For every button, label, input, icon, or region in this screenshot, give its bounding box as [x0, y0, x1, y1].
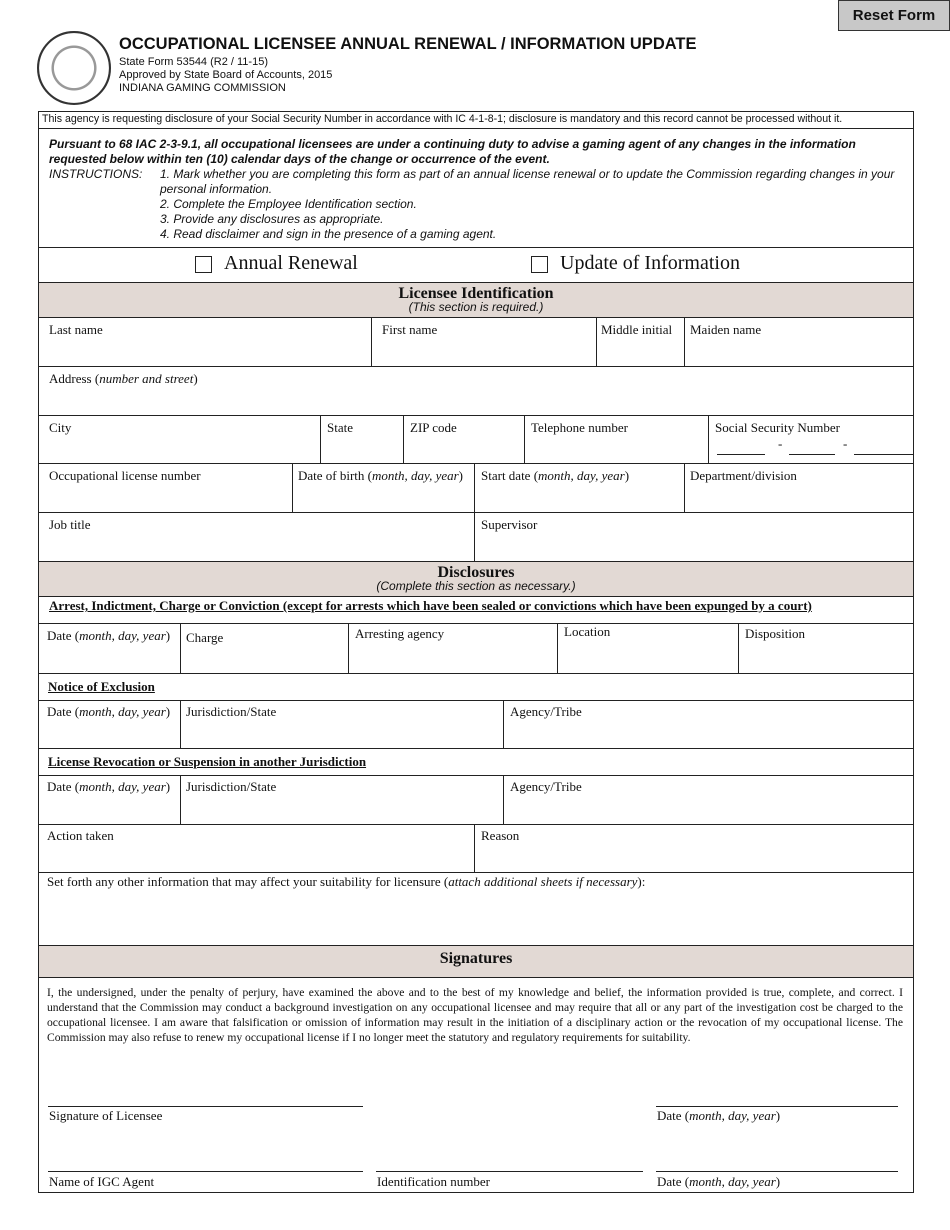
- telephone-field[interactable]: Telephone number: [524, 415, 709, 464]
- approval-line: Approved by State Board of Accounts, 2015: [119, 69, 333, 81]
- licensee-signature-line[interactable]: [48, 1106, 363, 1107]
- ssn-field[interactable]: Social Security Number - -: [708, 415, 914, 464]
- instruction-item: 2. Complete the Employee Identification section.: [160, 197, 417, 211]
- update-information-label: Update of Information: [560, 252, 740, 274]
- instructions-label: INSTRUCTIONS:: [49, 167, 143, 181]
- occupational-license-number-field[interactable]: Occupational license number: [38, 463, 293, 513]
- arrest-heading: Arrest, Indictment, Charge or Conviction (except for arrests which have been sealed or convictions which have been expunged by a court): [38, 596, 914, 624]
- first-name-field[interactable]: First name: [371, 317, 597, 367]
- licensee-identification-header: Licensee Identification (This section is required.): [38, 282, 914, 318]
- instruction-item: 4. Read disclaimer and sign in the presence of a gaming agent.: [160, 227, 497, 241]
- revocation-jurisdiction-field[interactable]: Jurisdiction/State: [180, 775, 504, 825]
- revocation-agency-field[interactable]: Agency/Tribe: [503, 775, 914, 825]
- exclusion-jurisdiction-field[interactable]: Jurisdiction/State: [180, 700, 504, 749]
- licensee-date-line[interactable]: [656, 1106, 898, 1107]
- arresting-agency-field[interactable]: Arresting agency: [348, 623, 558, 674]
- location-field[interactable]: Location: [557, 623, 739, 674]
- update-information-checkbox[interactable]: [531, 252, 740, 275]
- middle-initial-field[interactable]: Middle initial: [596, 317, 685, 367]
- perjury-statement: I, the undersigned, under the penalty of perjury, have examined the above and to the best of my knowledge and belief, the information provided is true, complete, and correct. I understand that the Commission may conduct a background investigation on any occupational licensee and may require that all or any part of the investigation cost be charged to the occupational licensee. I am aware that falsification or omission of information may result in the initiation of a disciplinary action or the revocation of my occupational license. The Commission may also refuse to renew my occupational license if I no longer meet the statutory and regulatory requirements for suitability.: [47, 986, 903, 1044]
- city-field[interactable]: City: [38, 415, 321, 464]
- start-date-field[interactable]: Start date (month, day, year): [474, 463, 685, 513]
- revocation-date-field[interactable]: Date (month, day, year): [38, 775, 181, 825]
- charge-field[interactable]: Charge: [180, 623, 349, 674]
- action-taken-field[interactable]: Action taken: [38, 824, 475, 873]
- instructions-block: [38, 128, 914, 248]
- state-seal-logo: [37, 31, 111, 105]
- checkbox-icon[interactable]: [195, 256, 212, 273]
- revocation-heading: License Revocation or Suspension in another Jurisdiction: [38, 748, 914, 776]
- instruction-item: 3. Provide any disclosures as appropriate.: [160, 212, 384, 226]
- ssn-notice: This agency is requesting disclosure of your Social Security Number in accordance with IC 4-1-8-1; disclosure is mandatory and this record cannot be processed without it.: [38, 111, 914, 129]
- date-of-birth-field[interactable]: Date of birth (month, day, year): [292, 463, 475, 513]
- supervisor-field[interactable]: Supervisor: [474, 512, 914, 562]
- zip-code-field[interactable]: ZIP code: [403, 415, 525, 464]
- licensee-date-label: Date (month, day, year): [657, 1108, 781, 1123]
- annual-renewal-label: Annual Renewal: [224, 252, 358, 274]
- licensee-signature-label: Signature of Licensee: [49, 1108, 163, 1123]
- agency-name: INDIANA GAMING COMMISSION: [119, 82, 286, 94]
- other-information-field[interactable]: Set forth any other information that may affect your suitability for licensure (attach additional sheets if necessary):: [38, 872, 914, 946]
- instruction-item: 1. Mark whether you are completing this form as part of an annual license renewal or to update the Commission regarding changes in your personal information.: [160, 167, 895, 196]
- form-title: OCCUPATIONAL LICENSEE ANNUAL RENEWAL / INFORMATION UPDATE: [119, 35, 697, 53]
- exclusion-heading: Notice of Exclusion: [38, 673, 914, 701]
- last-name-field[interactable]: Last name: [38, 317, 372, 367]
- exclusion-agency-field[interactable]: Agency/Tribe: [503, 700, 914, 749]
- agent-date-label: Date (month, day, year): [657, 1174, 781, 1189]
- pursuant-text: Pursuant to 68 IAC 2-3-9.1, all occupational licensees are under a continuing duty to advise a gaming agent of any changes in the information requested below within ten (10) calendar days of the change or occurrence of the event.: [49, 137, 856, 166]
- annual-renewal-checkbox[interactable]: [195, 252, 358, 275]
- job-title-field[interactable]: Job title: [38, 512, 475, 562]
- agent-name-label: Name of IGC Agent: [49, 1174, 155, 1189]
- agent-date-line[interactable]: [656, 1171, 898, 1172]
- identification-number-line[interactable]: [376, 1171, 643, 1172]
- reset-form-button[interactable]: Reset Form: [838, 0, 950, 31]
- exclusion-date-field[interactable]: Date (month, day, year): [38, 700, 181, 749]
- form-number: State Form 53544 (R2 / 11-15): [119, 56, 268, 68]
- arrest-date-field[interactable]: Date (month, day, year): [38, 623, 181, 674]
- address-field[interactable]: Address (number and street): [38, 366, 914, 416]
- agent-name-line[interactable]: [48, 1171, 363, 1172]
- disclosures-header: Disclosures (Complete this section as necessary.): [38, 561, 914, 597]
- disposition-field[interactable]: Disposition: [738, 623, 914, 674]
- state-field[interactable]: State: [320, 415, 404, 464]
- checkbox-icon[interactable]: [531, 256, 548, 273]
- identification-number-label: Identification number: [377, 1174, 490, 1189]
- reason-field[interactable]: Reason: [474, 824, 914, 873]
- signatures-header: Signatures: [38, 945, 914, 978]
- department-field[interactable]: Department/division: [684, 463, 914, 513]
- maiden-name-field[interactable]: Maiden name: [684, 317, 914, 367]
